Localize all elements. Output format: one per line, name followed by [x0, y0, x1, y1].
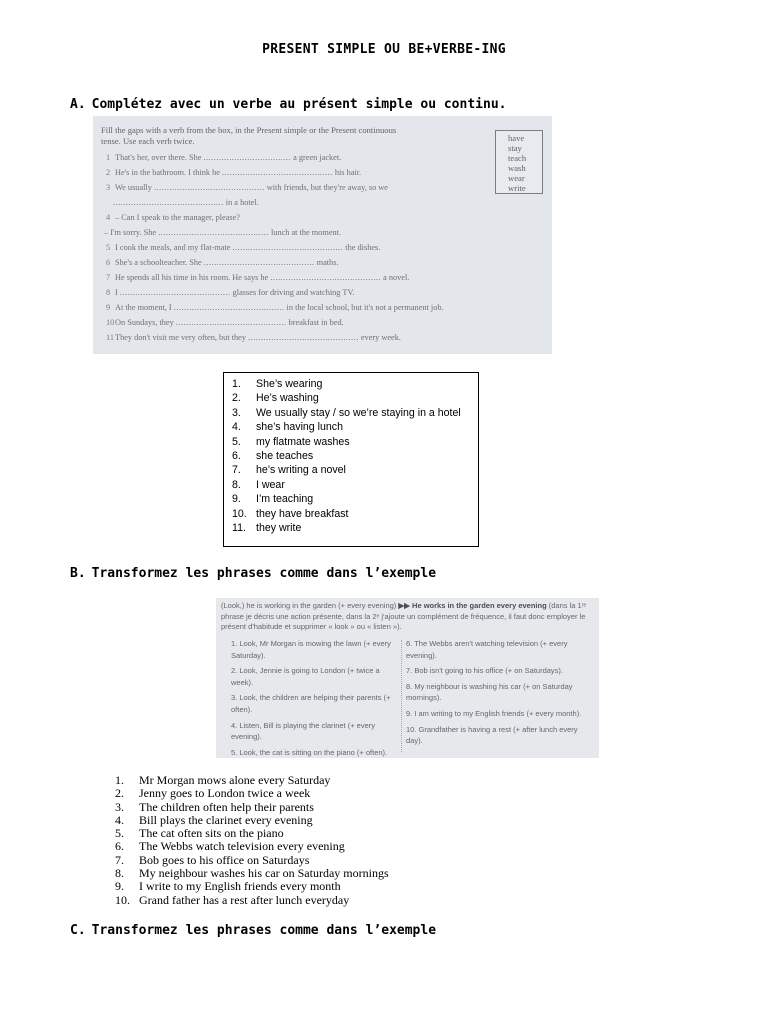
section-a-heading-text: Complétez avec un verbe au présent simple ou continu.: [91, 97, 507, 112]
answer-a-number: 9.: [232, 493, 241, 506]
exercise-a-line: [101, 225, 544, 240]
exercise-a-line-text: I: [115, 288, 118, 297]
exercise-b-item: 8. My neighbour is washing his car (+ on Saturday mornings).: [406, 681, 573, 703]
exercise-a-line-ending: lunch at the moment.: [270, 228, 342, 237]
exercise-a-line: [101, 330, 544, 345]
answer-a-number: 2.: [232, 392, 241, 405]
answer-a-item: [232, 449, 478, 463]
answer-a-item: [232, 435, 478, 449]
exercise-a-line-text: On Sundays, they: [115, 318, 174, 327]
exercise-b-left-column: [231, 638, 396, 758]
answer-b-number: 3.: [115, 799, 124, 814]
verb-box: [495, 130, 543, 194]
exercise-a-line-text: He's in the bathroom. I think he: [115, 168, 220, 177]
verb-box-item: write: [508, 183, 526, 193]
section-b-letter: B.: [70, 566, 86, 581]
exercise-a-line-ending: a novel.: [383, 273, 410, 282]
exercise-a-line-number: 4: [106, 213, 111, 222]
exercise-a-line-text: They don't visit me very often, but they: [115, 333, 246, 342]
verb-box-item: wear: [508, 173, 525, 183]
answer-a-number: 6.: [232, 450, 241, 463]
verb-box-item: have: [508, 133, 525, 143]
answer-b-number: 1.: [115, 773, 124, 787]
answer-b-number: 2.: [115, 786, 124, 801]
answer-b-item: [115, 880, 389, 893]
exercise-a-gap: ...........................................: [248, 333, 359, 342]
exercise-a-line-number: 6: [106, 258, 111, 267]
exercise-a-line-number: 3: [106, 183, 111, 192]
answers-a-box: [223, 372, 479, 547]
exercise-b-item: 3. Look, the children are helping their parents (+ often).: [231, 693, 391, 714]
answer-a-number: 1.: [232, 378, 241, 390]
exercise-b-item: 9. I am writing to my English friends (+ every month).: [406, 708, 582, 718]
exercise-a-instructions: Fill the gaps with a verb from the box, in the Present simple or the Present continuous tense. Use each verb twice.: [101, 125, 397, 146]
exercise-b-example: (Look,) he is working in the garden (+ every evening): [221, 601, 397, 610]
answer-b-text: Jenny goes to London twice a week: [139, 786, 311, 801]
answer-a-text: my flatmate washes: [256, 435, 350, 448]
answer-b-text: I write to my English friends every month: [139, 879, 341, 894]
exercise-a-line: [101, 165, 544, 180]
exercise-a-gap: ...........................................: [153, 183, 265, 192]
exercise-b-item: 2. Look, Jennie is going to London (+ twice a week).: [231, 666, 380, 687]
section-c-heading: [70, 923, 436, 938]
exercise-a-line-ending: in a hotel.: [225, 198, 259, 207]
exercise-a-gap: ...........................................: [119, 288, 231, 297]
exercise-a-line-text: – Can I speak to the manager, please?: [115, 213, 240, 222]
exercise-a-line-ending: glasses for driving and watching TV.: [232, 288, 355, 297]
exercise-a-line: [101, 255, 544, 270]
exercise-b-columns: [221, 638, 595, 757]
exercise-a-line: [101, 240, 544, 255]
exercise-b-item: 10. Grandfather is having a rest (+ after lunch every day).: [406, 724, 578, 746]
answer-a-item: [232, 463, 478, 477]
answer-b-item: [115, 867, 389, 880]
answer-b-text: The children often help their parents: [139, 799, 314, 814]
exercise-a-line: [101, 315, 544, 330]
answer-a-item: [232, 507, 478, 521]
answer-a-number: 10.: [232, 507, 247, 520]
verb-box-item: stay: [508, 143, 522, 153]
exercise-a-gap: ...........................................: [203, 258, 315, 267]
section-b-heading-text: Transformez les phrases comme dans l’exemple: [91, 566, 437, 581]
answer-a-number: 3.: [232, 406, 241, 419]
exercise-a-line-number: 2: [106, 168, 111, 177]
answer-a-text: she teaches: [256, 450, 314, 463]
exercise-a-line-ending: a green jacket.: [293, 153, 342, 162]
exercise-b-explanation: (dans la 1ʳᵉ phrase je décris une action présente, dans la 2ᵉ j'ajoute un complément de fréquence, il faut donc employer le présent d'habitude et supprimer « look » ou « listen »).: [221, 601, 587, 631]
answer-a-item: [232, 420, 478, 434]
answer-a-item: [232, 521, 478, 535]
exercise-b-example-answer: He works in the garden every evening: [412, 601, 547, 610]
answer-b-text: Bill plays the clarinet every evening: [139, 812, 313, 827]
exercise-a-line: [101, 210, 544, 225]
exercise-a-line: [101, 195, 544, 210]
exercise-b-scan: [216, 598, 599, 758]
section-a-heading: [70, 97, 506, 112]
exercise-a-line: [101, 270, 544, 285]
exercise-a-line: [101, 150, 544, 165]
answer-b-number: 8.: [115, 866, 124, 881]
exercise-a-scan: [93, 116, 552, 354]
answer-a-number: 11.: [232, 522, 246, 535]
exercise-a-line-number: 7: [106, 273, 111, 282]
exercise-a-line-ending: breakfast in bed.: [288, 318, 344, 327]
answer-b-number: 4.: [115, 812, 124, 827]
exercise-a-line-text: We usually: [115, 183, 152, 192]
answer-b-item: [115, 787, 389, 800]
document-title: PRESENT SIMPLE OU BE+VERBE-ING: [262, 42, 506, 57]
answer-b-item: [115, 827, 389, 840]
answer-a-text: We usually stay / so we’re staying in a hotel: [256, 406, 461, 419]
answer-b-text: Bob goes to his office on Saturdays: [139, 852, 310, 867]
answer-b-item: [115, 814, 389, 827]
exercise-a-lines: [101, 150, 544, 345]
exercise-b-right-column: [406, 638, 591, 751]
answer-a-item: [232, 492, 478, 506]
answer-b-text: The Webbs watch television every evening: [139, 839, 345, 854]
section-c-heading-text: Transformez les phrases comme dans l’exemple: [91, 923, 437, 938]
answer-a-number: 4.: [232, 421, 241, 434]
answer-a-text: I wear: [256, 478, 285, 491]
exercise-b-item: 7. Bob isn't going to his office (+ on Saturdays).: [406, 666, 564, 676]
answer-a-text: He’s washing: [256, 392, 319, 405]
answer-a-text: they write: [256, 522, 302, 535]
exercise-a-line-text: – I'm sorry. She: [104, 228, 157, 237]
verb-box-item: teach: [508, 153, 527, 163]
exercise-a-gap: ...........................................: [113, 198, 224, 207]
answer-a-text: I’m teaching: [256, 493, 314, 506]
answer-b-item: [115, 801, 389, 814]
answer-b-item: [115, 894, 389, 907]
answer-a-text: She’s wearing: [256, 378, 323, 390]
answers-b-list: [115, 774, 389, 907]
answer-b-number: 7.: [115, 852, 124, 867]
exercise-a-line: [101, 180, 544, 195]
answer-a-text: he’s writing a novel: [256, 464, 346, 477]
exercise-a-gap: ...........................................: [232, 243, 344, 252]
answer-b-number: 9.: [115, 879, 124, 894]
answer-a-item: [232, 391, 478, 405]
answer-a-item: [232, 478, 478, 492]
answer-a-number: 8.: [232, 478, 241, 491]
exercise-a-line-number: 5: [106, 243, 111, 252]
answer-b-item: [115, 774, 389, 787]
exercise-a-line-text: I cook the meals, and my flat-mate: [115, 243, 231, 252]
exercise-a-line-ending: his hair.: [334, 168, 362, 177]
section-b-heading: [70, 566, 436, 581]
exercise-a-line-ending: in the local school, but it's not a permanent job.: [286, 303, 444, 312]
exercise-a-line-text: He spends all his time in his room. He says he: [115, 273, 269, 282]
answer-a-item: [232, 377, 478, 391]
exercise-a-gap: ...........................................: [222, 168, 333, 177]
exercise-a-line-ending: maths.: [316, 258, 339, 267]
section-c-letter: C.: [70, 923, 86, 938]
exercise-a-line-number: 10: [106, 318, 115, 327]
exercise-a-gap: ...........................................: [158, 228, 269, 237]
exercise-a-line-ending: every week.: [360, 333, 401, 342]
section-a-letter: A.: [70, 97, 86, 112]
exercise-a-line: [101, 285, 544, 300]
answer-b-number: 10.: [115, 892, 130, 907]
exercise-a-gap: ...........................................: [175, 318, 287, 327]
exercise-b-item: 6. The Webbs aren't watching television (+ every evening).: [406, 639, 568, 660]
exercise-a-line-text: She's a schoolteacher. She: [115, 258, 202, 267]
exercise-b-arrow-icon: ▶▶: [398, 601, 413, 610]
exercise-a-gap: ..................................: [203, 153, 292, 162]
exercise-a-line-text: That's her, over there. She: [115, 153, 202, 162]
exercise-a-line-ending: the dishes.: [345, 243, 381, 252]
answer-a-number: 5.: [232, 435, 241, 448]
exercise-b-item: 4. Listen, Bill is playing the clarinet (+ every evening).: [231, 720, 376, 742]
exercise-b-item: 5. Look, the cat is sitting on the piano (+ often).: [231, 747, 388, 757]
exercise-b-intro: [221, 601, 595, 633]
exercise-a-line-ending: with friends, but they're away, so we: [266, 183, 388, 192]
exercise-b-item: 1. Look, Mr Morgan is mowing the lawn (+ every Saturday).: [231, 639, 391, 660]
answer-b-item: [115, 854, 389, 867]
answer-a-item: [232, 406, 478, 420]
answer-b-text: My neighbour washes his car on Saturday mornings: [139, 866, 389, 881]
answer-a-text: she’s having lunch: [256, 421, 343, 434]
exercise-a-line-number: 9: [106, 303, 111, 312]
exercise-a-gap: ...........................................: [270, 273, 382, 282]
answer-a-text: they have breakfast: [256, 507, 349, 520]
exercise-a-line: [101, 300, 544, 315]
exercise-a-line-text: At the moment, I: [115, 303, 172, 312]
answer-b-item: [115, 840, 389, 853]
exercise-a-line-number: 1: [106, 153, 111, 162]
answer-a-number: 7.: [232, 464, 241, 477]
exercise-a-line-number: 8: [106, 288, 111, 297]
answer-b-text: The cat often sits on the piano: [139, 826, 284, 841]
answer-b-number: 5.: [115, 826, 124, 841]
exercise-a-gap: ...........................................: [173, 303, 285, 312]
verb-box-item: wash: [508, 163, 526, 173]
exercise-b-divider: [401, 640, 403, 752]
answer-b-text: Grand father has a rest after lunch everyday: [139, 892, 350, 907]
answer-b-number: 6.: [115, 839, 124, 854]
exercise-a-line-number: 11: [106, 333, 114, 342]
answer-b-text: Mr Morgan mows alone every Saturday: [139, 773, 331, 787]
